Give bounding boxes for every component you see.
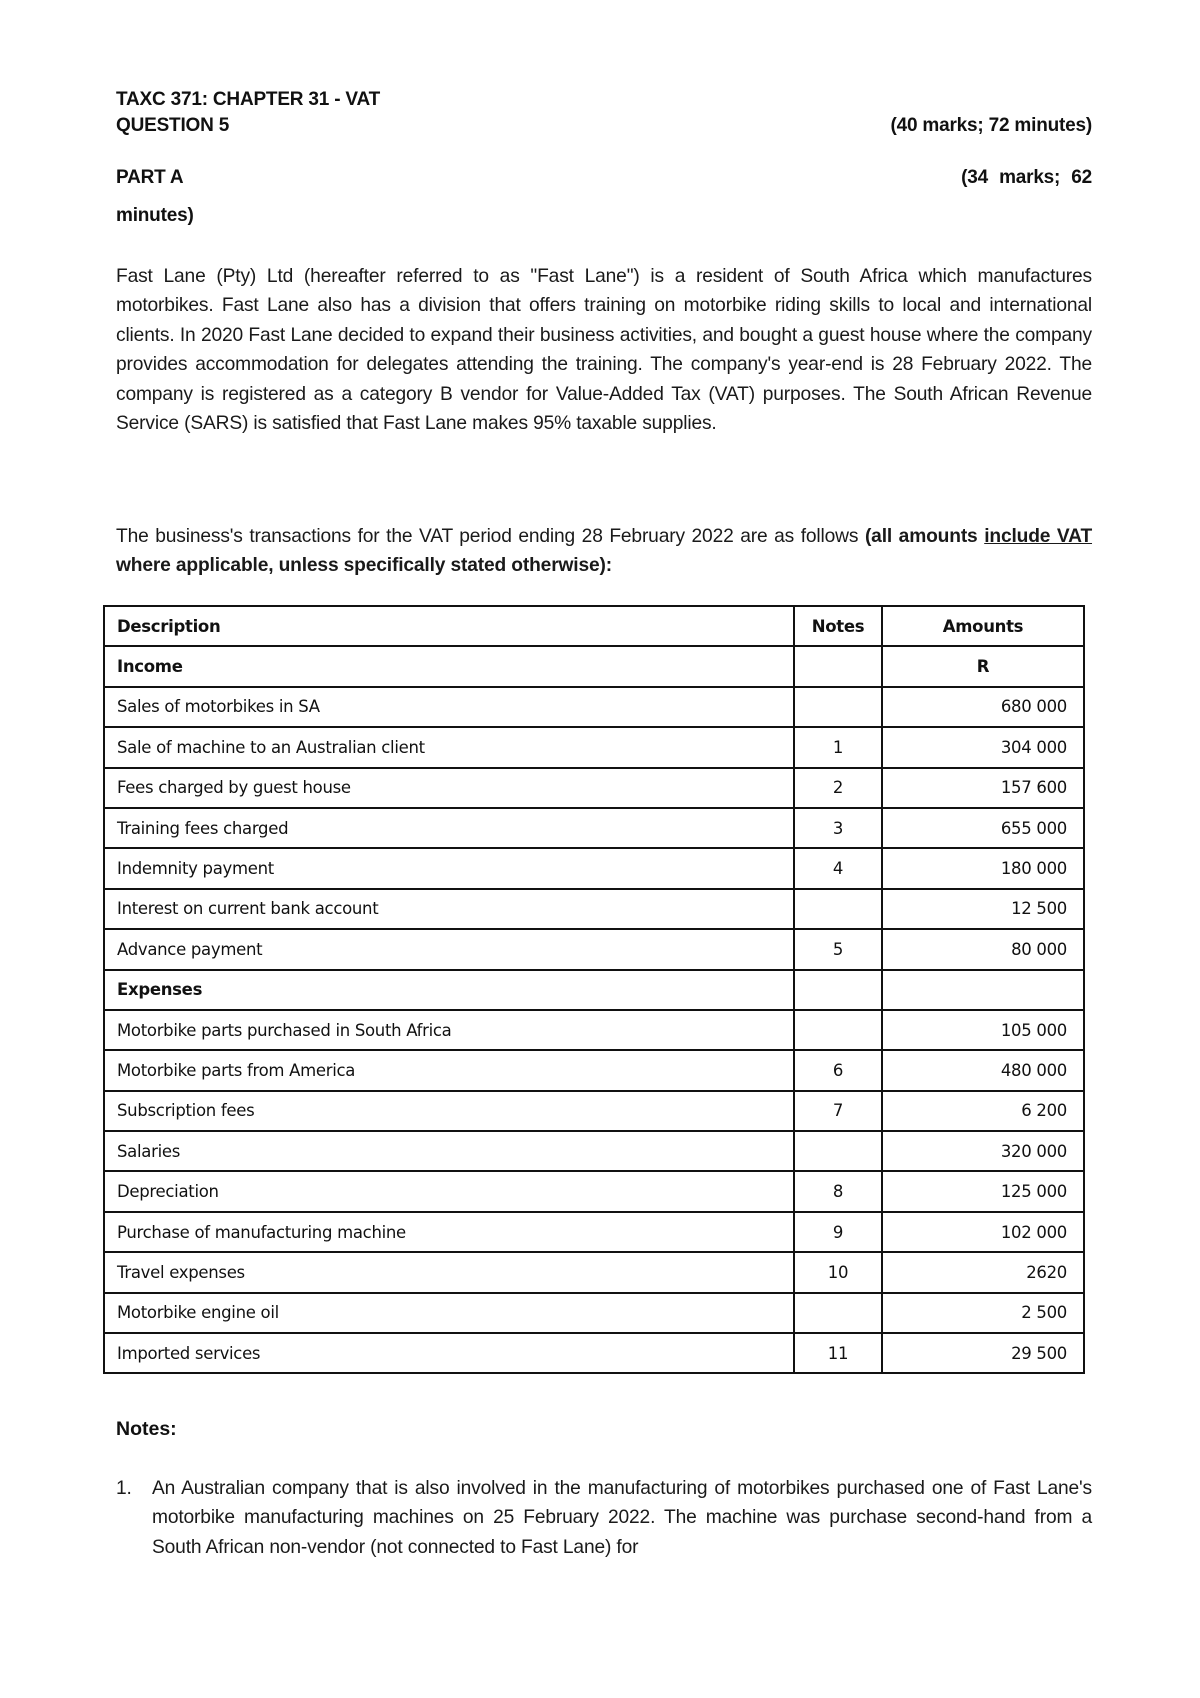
transactions-intro-paragraph <box>116 522 1092 581</box>
notes-cell <box>794 970 882 1010</box>
description-cell: Expenses <box>104 970 794 1010</box>
notes-cell <box>794 687 882 727</box>
notes-cell <box>794 1131 882 1171</box>
description-cell: Purchase of manufacturing machine <box>104 1212 794 1252</box>
description-cell: Depreciation <box>104 1171 794 1211</box>
notes-cell <box>794 1293 882 1333</box>
notes-cell: 5 <box>794 929 882 969</box>
table-row <box>104 1333 1084 1373</box>
table-row <box>104 768 1084 808</box>
description-cell: Indemnity payment <box>104 848 794 888</box>
transactions-intro-text: The business's transactions for the VAT period ending 28 February 2022 are as follows <box>116 526 865 547</box>
transactions-intro-bold-open: (all amounts <box>864 526 985 547</box>
amount-cell: 2620 <box>882 1252 1084 1292</box>
description-cell: Salaries <box>104 1131 794 1171</box>
amount-cell: R <box>882 646 1084 686</box>
description-cell: Income <box>104 646 794 686</box>
description-cell: Subscription fees <box>104 1091 794 1131</box>
amount-cell: 680 000 <box>882 687 1084 727</box>
amount-cell: 320 000 <box>882 1131 1084 1171</box>
amount-cell: 480 000 <box>882 1050 1084 1090</box>
amount-cell: 102 000 <box>882 1212 1084 1252</box>
transactions-table <box>103 605 1085 1374</box>
amount-cell: 105 000 <box>882 1010 1084 1050</box>
notes-heading: Notes: <box>116 1418 177 1440</box>
description-cell: Training fees charged <box>104 808 794 848</box>
description-cell: Advance payment <box>104 929 794 969</box>
description-cell: Sale of machine to an Australian client <box>104 727 794 767</box>
table-row <box>104 929 1084 969</box>
notes-cell <box>794 889 882 929</box>
table-row <box>104 1212 1084 1252</box>
intro-paragraph: Fast Lane (Pty) Ltd (hereafter referred to as "Fast Lane") is a resident of South Africa which manufactures motorbikes. Fast Lane also has a division that offers training on motorbike riding skills to local and international clients. In 2020 Fast Lane decided to expand their business activities, and bought a guest house where the company provides accommodation for delegates attending the training. The company's year-end is 28 February 2022. The company is registered as a category B vendor for Value-Added Tax (VAT) purposes. The South African Revenue Service (SARS) is satisfied that Fast Lane makes 95% taxable supplies. <box>116 266 1092 435</box>
table-section-row <box>104 970 1084 1010</box>
description-cell: Interest on current bank account <box>104 889 794 929</box>
notes-cell: 11 <box>794 1333 882 1373</box>
description-cell: Sales of motorbikes in SA <box>104 687 794 727</box>
question-marks: (40 marks; 72 minutes) <box>890 115 1092 136</box>
note-text: An Australian company that is also involved in the manufacturing of motorbikes purchased one of Fast Lane's motorbike manufacturing machines on 25 February 2022. The machine was purchase second-hand from a South African non-vendor (not connected to Fast Lane) for <box>152 1478 1092 1558</box>
notes-cell: 8 <box>794 1171 882 1211</box>
table-row <box>104 848 1084 888</box>
amount-cell: 304 000 <box>882 727 1084 767</box>
note-number: 1. <box>116 1478 132 1499</box>
amount-cell: 180 000 <box>882 848 1084 888</box>
table-row <box>104 889 1084 929</box>
table-row <box>104 1171 1084 1211</box>
part-marks-continuation-line <box>116 204 1092 228</box>
course-title-line <box>116 88 1092 112</box>
part-marks-continuation: minutes) <box>116 205 194 226</box>
notes-cell: 9 <box>794 1212 882 1252</box>
notes-cell: 6 <box>794 1050 882 1090</box>
table-row <box>104 1050 1084 1090</box>
description-cell: Motorbike parts from America <box>104 1050 794 1090</box>
column-header-amounts: Amounts <box>882 606 1084 646</box>
part-marks: (34 marks; 62 <box>961 167 1092 188</box>
table-section-row <box>104 646 1084 686</box>
question-header-line <box>116 114 1092 138</box>
notes-cell: 4 <box>794 848 882 888</box>
description-cell: Travel expenses <box>104 1252 794 1292</box>
table-row <box>104 1091 1084 1131</box>
amount-cell: 655 000 <box>882 808 1084 848</box>
description-cell: Imported services <box>104 1333 794 1373</box>
notes-cell: 7 <box>794 1091 882 1131</box>
notes-cell <box>794 646 882 686</box>
note-item <box>116 1474 1092 1562</box>
notes-cell: 10 <box>794 1252 882 1292</box>
table-row <box>104 808 1084 848</box>
notes-cell <box>794 1010 882 1050</box>
table-row <box>104 1252 1084 1292</box>
table-row <box>104 1010 1084 1050</box>
notes-cell: 3 <box>794 808 882 848</box>
part-header-line <box>116 166 1092 190</box>
amount-cell: 6 200 <box>882 1091 1084 1131</box>
amount-cell: 157 600 <box>882 768 1084 808</box>
table-row <box>104 1131 1084 1171</box>
description-cell: Fees charged by guest house <box>104 768 794 808</box>
include-vat-emphasis: include VAT <box>984 526 1093 547</box>
amount-cell: 2 500 <box>882 1293 1084 1333</box>
table-row <box>104 1293 1084 1333</box>
amount-cell: 29 500 <box>882 1333 1084 1373</box>
description-cell: Motorbike parts purchased in South Africa <box>104 1010 794 1050</box>
course-title: TAXC 371: CHAPTER 31 - VAT <box>116 89 381 110</box>
notes-cell: 1 <box>794 727 882 767</box>
amount-cell: 125 000 <box>882 1171 1084 1211</box>
column-header-description: Description <box>104 606 794 646</box>
question-label: QUESTION 5 <box>116 115 230 136</box>
description-cell: Motorbike engine oil <box>104 1293 794 1333</box>
column-header-notes: Notes <box>794 606 882 646</box>
amount-cell <box>882 970 1084 1010</box>
amount-cell: 80 000 <box>882 929 1084 969</box>
amount-cell: 12 500 <box>882 889 1084 929</box>
table-row <box>104 687 1084 727</box>
transactions-intro-bold-close: where applicable, unless specifically stated otherwise): <box>116 555 612 577</box>
table-header-row <box>104 606 1084 646</box>
table-row <box>104 727 1084 767</box>
notes-cell: 2 <box>794 768 882 808</box>
part-label: PART A <box>116 167 184 188</box>
